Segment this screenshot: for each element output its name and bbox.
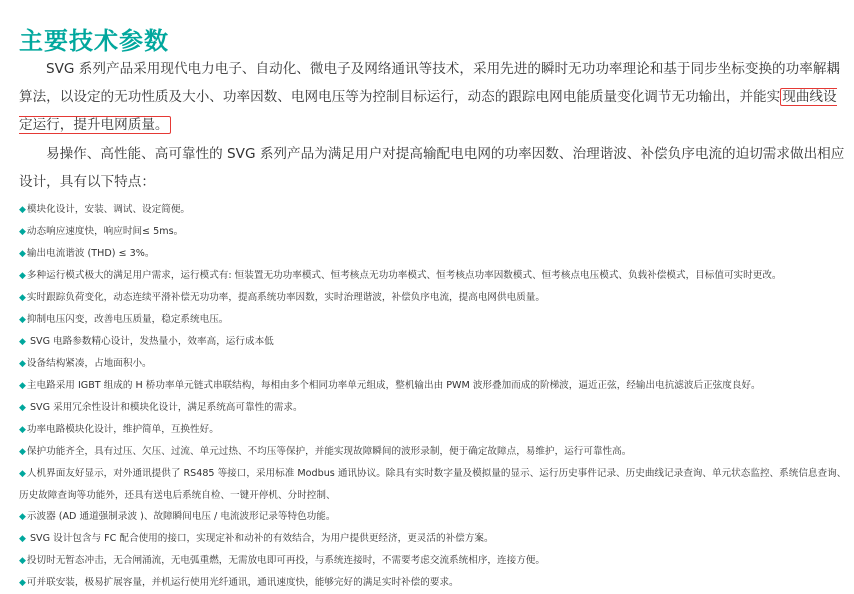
diamond-bullet-icon: ◆ — [19, 469, 26, 479]
feature-item — [19, 331, 849, 353]
diamond-bullet-icon: ◆ — [19, 447, 26, 457]
feature-text: 实时跟踪负荷变化，动态连续平滑补偿无功功率，提高系统功率因数，实时治理谐波，补偿负序电流，提高电网供电质量。 — [26, 292, 545, 303]
diamond-bullet-icon: ◆ — [19, 512, 26, 522]
diamond-bullet-icon: ◆ — [19, 293, 26, 303]
intro-text: SVG 系列产品采用现代电力电子、自动化、微电子及网络通讯等技术，采用先进的瞬时无功功率理论和基于同步坐标变换的功率解耦算法，以设定的无功性质及大小、功率因数、电网电压等为控制目标运行，动态的跟踪电网电能质量变化调节无功输出，并能实 — [19, 61, 841, 105]
feature-text: 主电路采用 IGBT 组成的 H 桥功率单元链式串联结构，每相由多个相同功率单元组成，整机输出由 PWM 波形叠加而成的阶梯波，逼近正弦，经输出电抗滤波后正弦度良好。 — [26, 380, 761, 391]
feature-item — [19, 572, 849, 594]
diamond-bullet-icon: ◆ — [19, 359, 26, 369]
diamond-bullet-icon: ◆ — [19, 227, 26, 237]
feature-text: SVG 电路参数精心设计，发热量小，效率高，运行成本低 — [26, 336, 274, 347]
diamond-bullet-icon: ◆ — [19, 337, 26, 347]
diamond-bullet-icon: ◆ — [19, 556, 26, 566]
feature-text: SVG 设计包含与 FC 配合使用的接口，实现定补和动补的有效结合，为用户提供更经济，更灵活的补偿方案。 — [26, 533, 494, 544]
feature-text: SVG 采用冗余性设计和模块化设计，满足系统高可靠性的需求。 — [26, 402, 303, 413]
feature-text: 多种运行模式极大的满足用户需求，运行模式有: 恒装置无功功率模式、恒考核点无功功率模式、恒考核点功率因数模式、恒考核点电压模式、负载补偿模式，目标值可实时更改。 — [26, 270, 782, 281]
feature-text: 功率电路模块化设计，维护简单，互换性好。 — [26, 424, 219, 435]
feature-item — [19, 550, 849, 572]
feature-text: 人机界面友好显示，对外通讯提供了 RS485 等接口，采用标准 Modbus 通讯协议。除具有实时数字量及模拟量的显示、运行历史事件记录、历史曲线记录查询、单元状态监控、系统信息查询、历史故障查询等功能外，还具有送电后系统自检、一键开停机、分时控制、 — [19, 468, 847, 501]
diamond-bullet-icon: ◆ — [19, 403, 26, 413]
feature-text: 输出电流谐波 (THD) ≤ 3%。 — [26, 248, 155, 259]
intro-paragraph — [19, 55, 845, 139]
feature-item — [19, 441, 849, 463]
feature-text: 保护功能齐全，具有过压、欠压、过流、单元过热、不均压等保护，并能实现故障瞬间的波形录制，便于确定故障点，易维护，运行可靠性高。 — [26, 446, 632, 457]
feature-item — [19, 287, 849, 309]
diamond-bullet-icon: ◆ — [19, 381, 26, 391]
diamond-bullet-icon: ◆ — [19, 534, 26, 544]
feature-item — [19, 221, 849, 243]
diamond-bullet-icon: ◆ — [19, 315, 26, 325]
feature-item — [19, 397, 849, 419]
feature-text: 设备结构紧凑，占地面积小。 — [26, 358, 152, 369]
feature-item — [19, 506, 849, 528]
feature-text: 动态响应速度快，响应时间≤ 5ms。 — [26, 226, 184, 237]
feature-text: 抑制电压闪变，改善电压质量，稳定系统电压。 — [26, 314, 229, 325]
highlighted-text: 现曲线设定运行，提升电网质量。 — [19, 89, 837, 133]
diamond-bullet-icon: ◆ — [19, 578, 26, 588]
feature-text: 模块化设计，安装、调试、设定简便。 — [26, 204, 191, 215]
diamond-bullet-icon: ◆ — [19, 425, 26, 435]
feature-item — [19, 419, 849, 441]
feature-text: 投切时无暂态冲击，无合闸涌流，无电弧重燃，无需放电即可再投，与系统连接时，不需要考虑交流系统相序，连接方便。 — [26, 555, 545, 566]
feature-item — [19, 199, 849, 221]
diamond-bullet-icon: ◆ — [19, 205, 26, 215]
feature-item — [19, 353, 849, 375]
feature-item — [19, 243, 849, 265]
feature-item — [19, 375, 849, 397]
diamond-bullet-icon: ◆ — [19, 271, 26, 281]
feature-list — [19, 199, 849, 594]
diamond-bullet-icon: ◆ — [19, 249, 26, 259]
feature-item — [19, 309, 849, 331]
feature-item — [19, 265, 849, 287]
page-title: 主要技术参数 — [19, 27, 169, 56]
features-intro-paragraph: 易操作、高性能、高可靠性的 SVG 系列产品为满足用户对提高输配电电网的功率因数、治理谐波、补偿负序电流的迫切需求做出相应设计，具有以下特点： — [19, 146, 845, 190]
feature-item — [19, 528, 849, 550]
feature-text: 可并联安装，极易扩展容量，并机运行使用光纤通讯，通讯速度快，能够完好的满足实时补偿的要求。 — [26, 577, 459, 588]
feature-text: 示波器 (AD 通道强制录波 )、故障瞬间电压 / 电流波形记录等特色功能。 — [26, 511, 336, 522]
feature-item — [19, 463, 849, 506]
